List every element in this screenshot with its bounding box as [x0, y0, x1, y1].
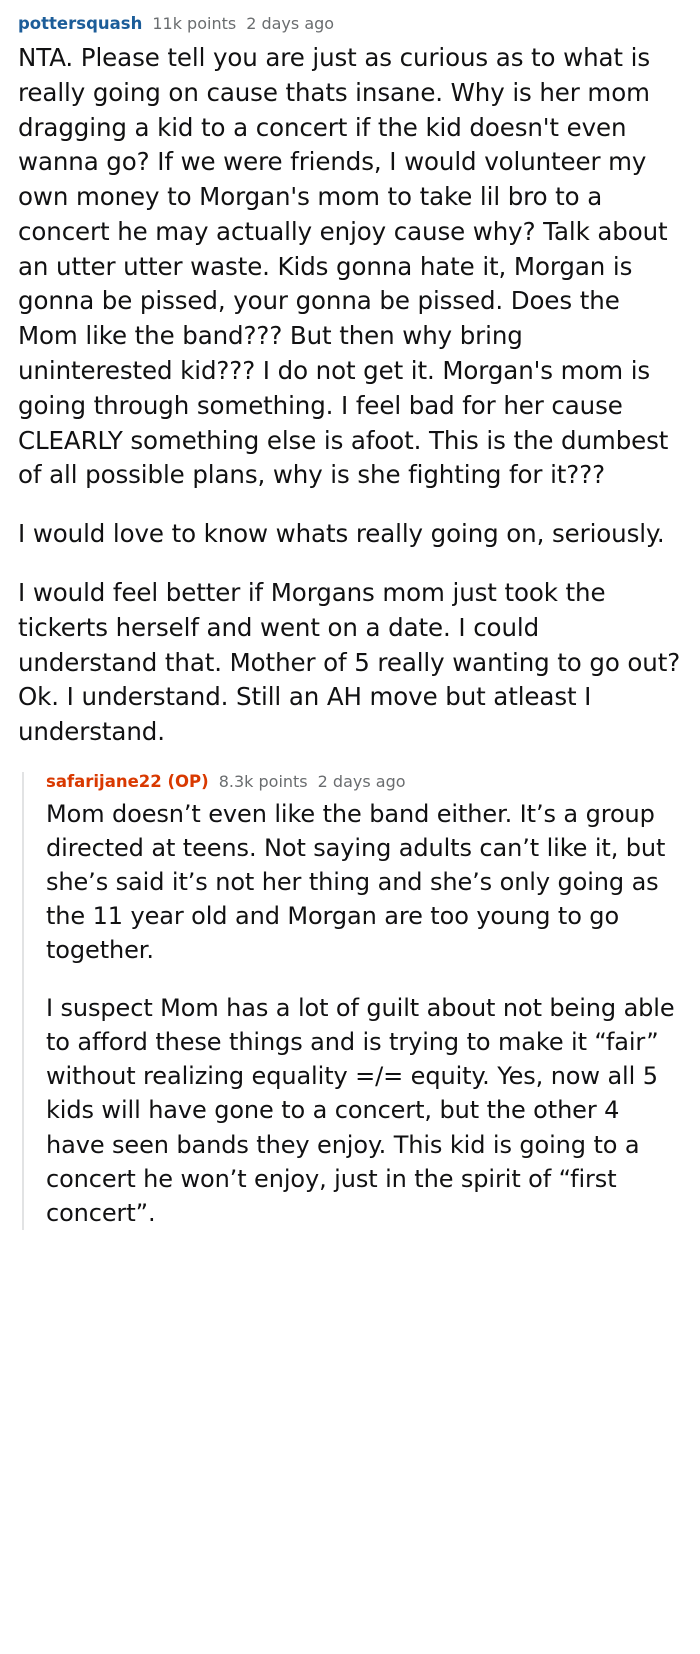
comment-top [18, 14, 682, 1230]
comment-header [18, 14, 682, 33]
comment-paragraph: I would love to know whats really going on, seriously. [18, 519, 665, 549]
comment-paragraph: NTA. Please tell you are just as curious as to what is really going on cause thats insane. Why is her mom dragging a kid to a concert if the kid doesn't even wanna go? If we were friends, I would volunteer my own money to Morgan's mom to take lil bro to a concert he may actually enjoy cause why? Talk about an utter utter waste. Kids gonna hate it, Morgan is gonna be pissed, your gonna be pissed. Does the Mom like the band??? But then why bring uninterested kid??? I do not get it. Morgan's mom is going through something. I feel bad for her cause CLEARLY something else is afoot. This is the dumbest of all possible plans, why is she fighting for it??? [18, 43, 669, 490]
reply-timestamp: 2 days ago [317, 771, 406, 791]
comment-points: 11k points [152, 14, 237, 33]
reply-body [46, 797, 682, 1230]
comment-timestamp: 2 days ago [246, 14, 335, 33]
comment-author[interactable]: pottersquash [18, 14, 143, 33]
bottom-spacer [18, 1230, 682, 1242]
comment-reply [22, 772, 682, 1230]
reply-paragraph: Mom doesn’t even like the band either. It’s a group directed at teens. Not saying adults can’t like it, but she’s said it’s not her thing and she’s only going as the 11 year old and Morgan are too young to go together. [46, 799, 666, 965]
reply-header [46, 772, 682, 791]
reply-author[interactable]: safarijane22 (OP) [46, 771, 209, 791]
reply-paragraph: I suspect Mom has a lot of guilt about not being able to afford these things and is trying to make it “fair” without realizing equality =/= equity. Yes, now all 5 kids will have gone to a concert, but the other 4 have seen bands they enjoy. This kid is going to a concert he won’t enjoy, just in the spirit of “first concert”. [46, 994, 675, 1227]
comment-body [18, 41, 682, 750]
reply-points: 8.3k points [218, 771, 308, 791]
comment-paragraph: I would feel better if Morgans mom just took the tickerts herself and went on a date. I could understand that. Mother of 5 really wanting to go out? Ok. I understand. Still an AH move but atleast I understand. [18, 577, 681, 747]
